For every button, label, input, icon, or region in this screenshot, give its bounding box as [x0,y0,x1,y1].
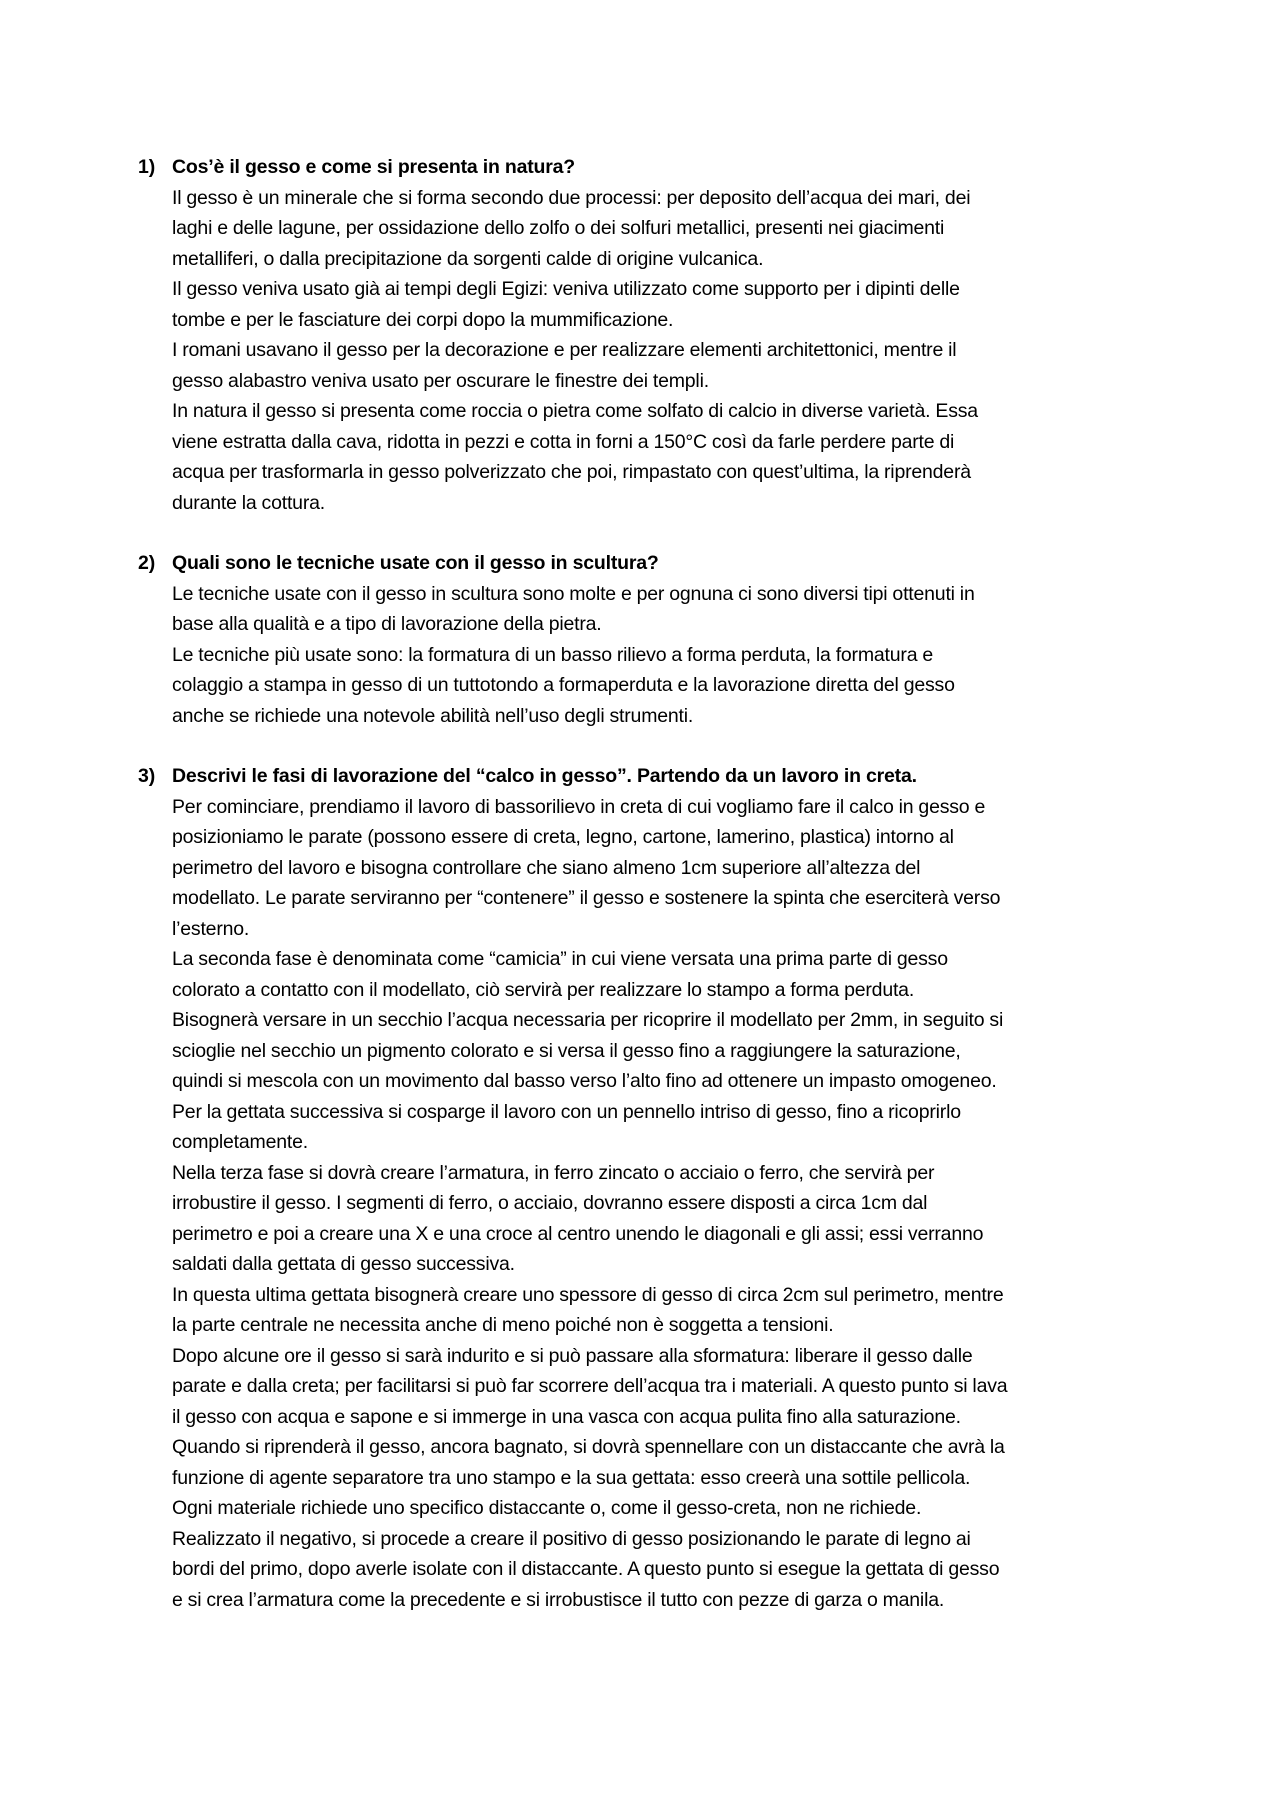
paragraph: Realizzato il negativo, si procede a creare il positivo di gesso posizionando le parate di legno ai bordi del primo, dopo averle isolate con il distaccante. A questo punto si esegue la gettata di gesso e si crea l’armatura come la precedente e si irrobustisce il tutto con pezze di garza o manila. [172,1527,1000,1611]
question-body-1 [172,183,1008,519]
paragraph: La seconda fase è denominata come “camicia” in cui viene versata una prima parte di gesso colorato a contatto con il modellato, ciò servirà per realizzare lo stampo a forma perduta. [172,948,948,1001]
question-heading-1 [138,152,1008,183]
question-body-3 [172,792,1008,1616]
paragraph: Nella terza fase si dovrà creare l’armatura, in ferro zincato o acciaio o ferro, che servirà per irrobustire il gesso. I segmenti di ferro, o acciaio, dovranno essere disposti a circa 1cm dal perimetro e poi a creare una X e una croce al centro unendo le diagonali e gli assi; essi verranno saldati dalla gettata di gesso successiva. [172,1161,984,1275]
question-title-3: Descrivi le fasi di lavorazione del “calco in gesso”. Partendo da un lavoro in creta. [172,765,917,787]
question-number-3: 3) [138,765,156,787]
document-content [138,152,1008,1615]
question-heading-2 [138,548,1008,579]
paragraph: Il gesso è un minerale che si forma secondo due processi: per deposito dell’acqua dei mari, dei laghi e delle lagune, per ossidazione dello zolfo o dei solfuri metallici, presenti nei giacimenti metalliferi, o dalla precipitazione da sorgenti calde di origine vulcanica. [172,186,971,270]
paragraph: In questa ultima gettata bisognerà creare uno spessore di gesso di circa 2cm sul perimetro, mentre la parte centrale ne necessita anche di meno poiché non è soggetta a tensioni. [172,1283,1004,1336]
paragraph: Il gesso veniva usato già ai tempi degli Egizi: veniva utilizzato come supporto per i dipinti delle tombe e per le fasciature dei corpi dopo la mummificazione. [172,278,960,331]
question-title-2: Quali sono le tecniche usate con il gesso in scultura? [172,552,659,574]
question-block-3 [138,761,1008,1615]
question-block-1 [138,152,1008,518]
paragraph: Bisognerà versare in un secchio l’acqua necessaria per ricoprire il modellato per 2mm, in seguito si scioglie nel secchio un pigmento colorato e si versa il gesso fino a raggiungere la saturazione, quindi si mescola con un movimento dal basso verso l’alto fino ad ottenere un impasto omogeneo. [172,1009,1004,1092]
question-title-1: Cos’è il gesso e come si presenta in natura? [172,156,576,178]
question-heading-3 [138,761,1008,792]
paragraph: I romani usavano il gesso per la decorazione e per realizzare elementi architettonici, mentre il gesso alabastro veniva usato per oscurare le finestre dei templi. [172,339,957,392]
paragraph: Per cominciare, prendiamo il lavoro di bassorilievo in creta di cui vogliamo fare il calco in gesso e posizioniamo le parate (possono essere di creta, legno, cartone, lamerino, plastica) intorno al perimetro del lavoro e bisogna controllare che siano almeno 1cm superiore all’altezza del modellato. Le parate serviranno per “contenere” il gesso e sostenere la spinta che eserciterà verso l’esterno. [172,795,1001,940]
paragraph: Dopo alcune ore il gesso si sarà indurito e si può passare alla sformatura: liberare il gesso dalle parate e dalla creta; per facilitarsi si può far scorrere dell’acqua tra i materiali. A questo punto si lava il gesso con acqua e sapone e si immerge in una vasca con acqua pulita fino alla saturazione. [172,1344,1008,1428]
paragraph: In natura il gesso si presenta come roccia o pietra come solfato di calcio in diverse varietà. Essa viene estratta dalla cava, ridotta in pezzi e cotta in forni a 150°C così da farle perdere parte di acqua per trasformarla in gesso polverizzato che poi, rimpastato con quest’ultima, la riprenderà durante la cottura. [172,400,978,514]
paragraph: Ogni materiale richiede uno specifico distaccante o, come il gesso-creta, non ne richiede. [172,1497,922,1519]
paragraph: Per la gettata successiva si cosparge il lavoro con un pennello intriso di gesso, fino a ricoprirlo completamente. [172,1100,961,1153]
question-body-2 [172,579,1008,732]
paragraph: Le tecniche usate con il gesso in scultura sono molte e per ognuna ci sono diversi tipi ottenuti in base alla qualità e a tipo di lavorazione della pietra. [172,582,975,635]
question-number-1: 1) [138,156,156,178]
question-block-2 [138,548,1008,731]
paragraph: Quando si riprenderà il gesso, ancora bagnato, si dovrà spennellare con un distaccante che avrà la funzione di agente separatore tra uno stampo e la sua gettata: esso creerà una sottile pellicola. [172,1436,1005,1489]
question-number-2: 2) [138,552,156,574]
paragraph: Le tecniche più usate sono: la formatura di un basso rilievo a forma perduta, la formatura e colaggio a stampa in gesso di un tuttotondo a formaperduta e la lavorazione diretta del gesso anche se richiede una notevole abilità nell’uso degli strumenti. [172,643,955,727]
